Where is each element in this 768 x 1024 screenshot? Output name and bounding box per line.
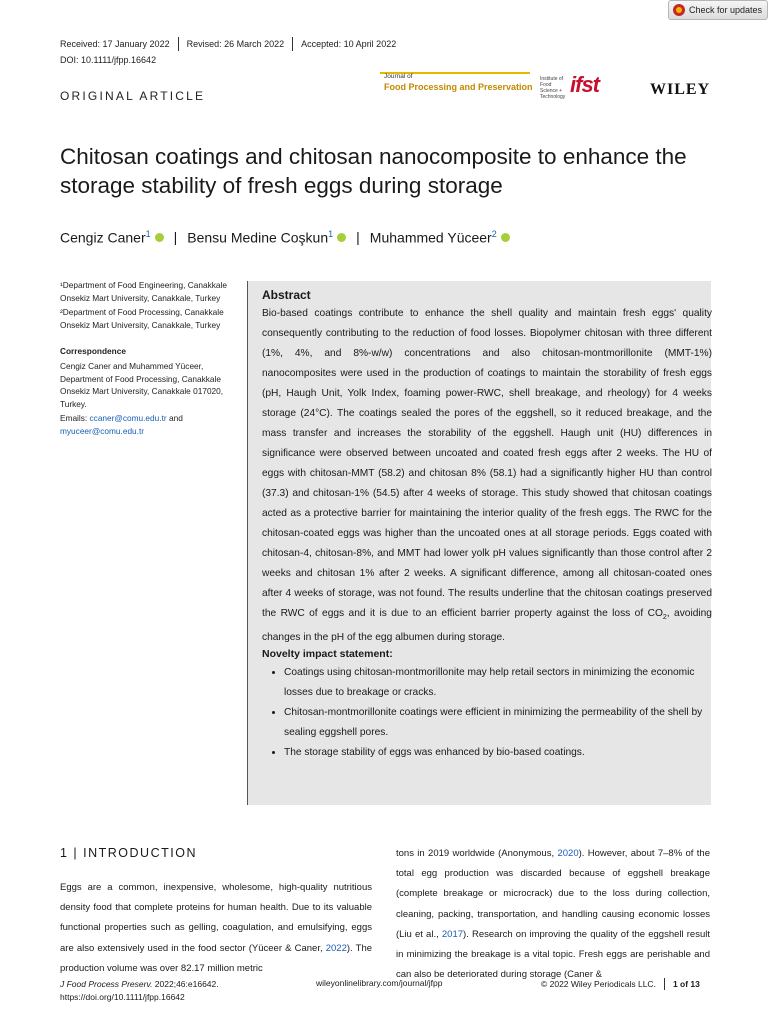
article-type: ORIGINAL ARTICLE: [60, 89, 206, 103]
citation-link[interactable]: 2017: [441, 928, 464, 940]
accepted-date: Accepted: 10 April 2022: [301, 39, 397, 49]
author[interactable]: Bensu Medine Coşkun$^1$: [187, 229, 334, 246]
divider: [292, 37, 293, 51]
orcid-icon[interactable]: [337, 233, 346, 242]
article-dates: [60, 37, 396, 51]
orcid-icon[interactable]: [155, 233, 164, 242]
received-date: Received: 17 January 2022: [60, 39, 170, 49]
citation-link[interactable]: 2020: [557, 848, 579, 859]
list-item: • The storage stability of eggs was enhanced by bio-based coatings.: [284, 743, 704, 763]
crossmark-icon: [673, 4, 685, 16]
affiliation-1: ¹Department of Food Engineering, Canakkale Onsekiz Mart University, Canakkale, Turkey: [60, 280, 227, 303]
journal-name-line2: Food Processing and Preservation: [384, 82, 533, 92]
novelty-list: [262, 663, 704, 763]
intro-column-1: Eggs are a common, inexpensive, wholesome, high-quality nutritious density food that complete proteins for human health. Due to its valuable functional properties such as gelling, coagulation, and emulsifying, eggs are also extensively used in the food sector (Yüceer & Caner, 2022). The production volume was over 82.17 million metric: [60, 882, 373, 974]
journal-name-line1: Journal of: [384, 73, 413, 80]
correspondence-heading: Correspondence: [60, 346, 126, 357]
journal-logo: [380, 72, 602, 98]
correspondence-text: Cengiz Caner and Muhammed Yüceer, Department of Food Processing, Canakkale Onsekiz Mart University, Canakkale 017020, Turkey.: [60, 360, 224, 409]
check-for-updates-label: Check for updates: [689, 5, 763, 15]
footer-website[interactable]: wileyonlinelibrary.com/journal/jfpp: [316, 978, 443, 988]
affiliations: [60, 279, 230, 440]
footer-citation: J Food Process Preserv. 2022;46:e16642. https://doi.org/10.1111/jfpp.16642: [60, 979, 219, 1002]
article-title: Chitosan coatings and chitosan nanocomposite to enhance the storage stability of fresh eggs during storage: [60, 144, 687, 198]
emails: Emails: ccaner@comu.edu.tr and myuceer@comu.edu.tr: [60, 413, 183, 436]
doi-link[interactable]: https://doi.org/10.1111/jfpp.16642: [60, 992, 185, 1002]
divider: [664, 978, 665, 990]
doi: DOI: 10.1111/jfpp.16642: [60, 55, 157, 65]
divider: |: [356, 229, 360, 246]
abstract-heading: Abstract: [262, 288, 311, 302]
abstract-text: Bio-based coatings contribute to enhance the shell quality and maintain fresh eggs' quality consequently contributing to the reduction of food losses. Biopolymer chitosan with three different (1%, 4%, and 8%-w/w) concentrations and also chitosan-montmorillonite (MMT-1%) nanocomposites were used in the production of coatings to maintain the storability of fresh eggs (pH, Haugh Unit, Yolk Index, foaming power-RWC, shell breakage, and rheology) for 4 weeks storage (24°C). The coatings sealed the pores of the eggshell, so it reduced breakage, and the mass transfer and increases the storability of the eggshell. Haugh unit (HU) differences in significance were observed between uncoated and coated fresh eggs after 2 weeks. The HU of eggs with chitosan-MMT (58.2) and chitosan 8% (58.1) had a significantly higher HU than control (37.3) and chitosan-1% (54.5) after 4 weeks of storage. This study showed that chitosan coatings acted as a protective barrier for maintaining the interior quality of the fresh eggs. The RWC for the chitosan-coated eggs was higher than the uncoated ones at all storage periods. Eggs coated with chitosan-4, chitosan-8%, and MMT had lower yolk pH values significantly than those control after 2 weeks and chitosan 1% after 2 weeks. A significant difference, among all chitosan-coated ones after 4 weeks of storage, was not found. The results underline that the chitosan coatings preserved the RWC of eggs and it is due to an efficient barrier property against the loss of $CO_2$, avoiding changes in the pH of the egg albumen during storage.: [262, 308, 712, 644]
citation-link[interactable]: 2022: [325, 942, 347, 954]
copyright: © 2022 Wiley Periodicals LLC.: [541, 979, 656, 989]
ifst-logo: ifst: [570, 72, 599, 97]
intro-column-2: tons in 2019 worldwide (Anonymous, 2020). However, about 7–8% of the total egg production was discarded because of eggshell breakage (complete breakage or microcrack) due to the loss during collection, cleaning, packing, transportation, and handling causing economic losses (Liu et al., 2017). Research on improving the quality of the eggshell result in minimizing the breakage is a vital topic. Fresh eggs are perishable and can also be deteriorated during storage (Caner &: [396, 848, 710, 981]
novelty-heading: Novelty impact statement:: [262, 648, 393, 661]
orcid-icon[interactable]: [501, 233, 510, 242]
affiliation-2: ²Department of Food Processing, Canakkale Onsekiz Mart University, Canakkale, Turkey: [60, 307, 224, 330]
divider: |: [173, 229, 178, 246]
list-item: • Coatings using chitosan-montmorillonite may help retail sectors in minimizing the economic losses due to breakage or cracks.: [284, 663, 704, 703]
author[interactable]: Muhammed Yüceer$^2$: [369, 229, 497, 246]
author-list: [60, 229, 510, 246]
page-number: 1 of 13: [672, 979, 700, 989]
publisher-logo: WILEY: [650, 81, 711, 98]
list-item: • Chitosan-montmorillonite coatings were efficient in minimizing the permeability of the shell by sealing eggshell pores.: [284, 703, 704, 743]
divider: [178, 37, 179, 51]
check-for-updates-button[interactable]: [668, 0, 768, 20]
author[interactable]: Cengiz Caner$^1$: [60, 229, 151, 246]
abstract-box: [247, 281, 711, 805]
revised-date: Revised: 26 March 2022: [186, 39, 285, 49]
ifst-subtitle: Institute of Food Science + Technology: [540, 76, 566, 100]
section-heading: 1 | INTRODUCTION: [60, 846, 197, 860]
email-link-1[interactable]: ccaner@comu.edu.tr: [89, 413, 167, 424]
email-link-2[interactable]: myuceer@comu.edu.tr: [60, 425, 145, 436]
footer-right: [541, 978, 700, 990]
